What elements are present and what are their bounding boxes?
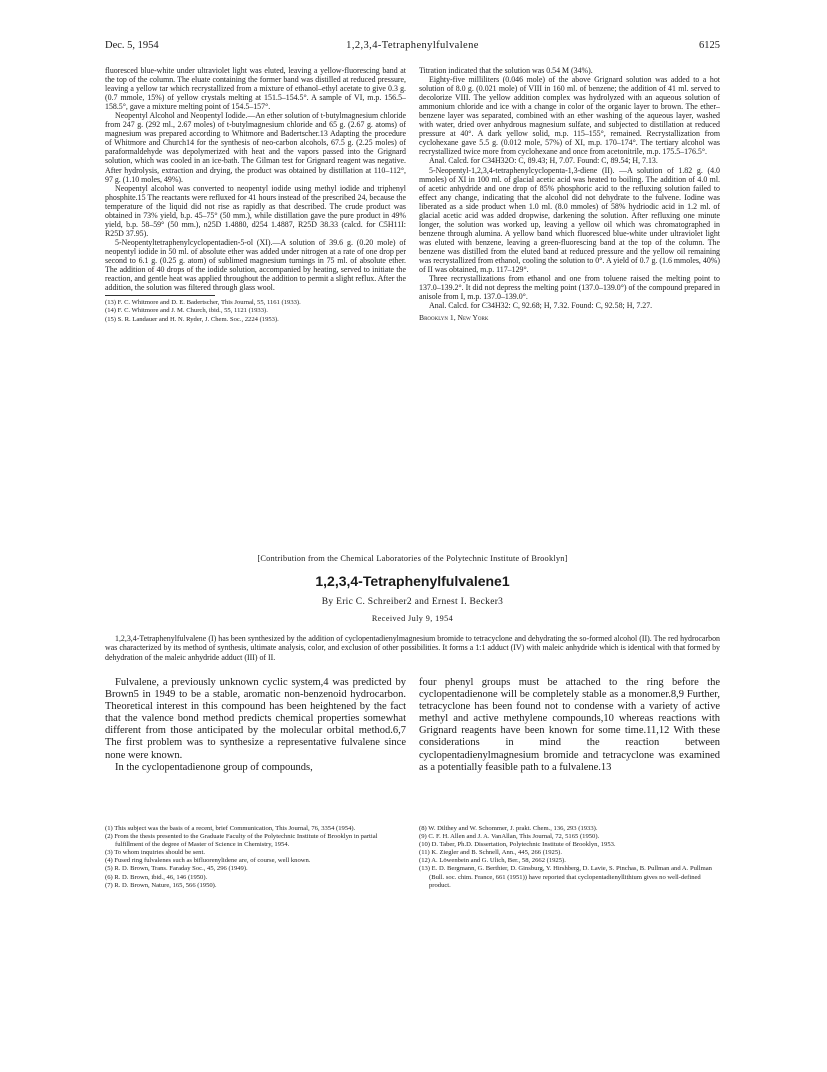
- contribution-line: [Contribution from the Chemical Laboratories of the Polytechnic Institute of Brooklyn]: [257, 554, 568, 563]
- location-line: Brooklyn 1, New York: [419, 313, 489, 323]
- footnote: (11) K. Ziegler and B. Schnell, Ann., 445, 266 (1925).: [419, 849, 562, 857]
- footnote-divider: [105, 295, 215, 296]
- footnote: (13) F. C. Whitmore and D. E. Badertscher, This Journal, 55, 1161 (1933).: [105, 299, 301, 307]
- footnote: (6) R. D. Brown, ibid., 46, 146 (1950).: [105, 873, 208, 881]
- footnote: (13) E. D. Bergmann, G. Berthier, D. Ginsburg, Y. Hirshberg, D. Lavie, S. Pinchas, B. Pullman and A. Pullman (Bull. soc. chim. France, 661 (1951)) have reported that cyclopentadienyllithium gives no well-defined product.: [419, 865, 712, 889]
- article-title: 1,2,3,4-Tetraphenylfulvalene1: [315, 573, 510, 589]
- article-authors: By Eric C. Schreiber2 and Ernest I. Becker3: [321, 597, 504, 607]
- footnote: (3) To whom inquiries should be sent.: [105, 849, 205, 857]
- footnote: (7) R. D. Brown, Nature, 165, 566 (1950).: [105, 881, 217, 889]
- paragraph: Anal. Calcd. for C34H32: C, 92.68; H, 7.32. Found: C, 92.58; H, 7.27.: [429, 301, 653, 311]
- header-title: 1,2,3,4-Tetraphenylfulvalene: [346, 40, 479, 51]
- paragraph: Neopentyl Alcohol and Neopentyl Iodide.—An ether solution of t-butylmagnesium chloride from 247 g. (292 ml., 2.67 moles) of t-butylmagnesium chloride and 65 g. (2.67 g. atoms) of magnesium was prepared according to Whitmore and Badertscher.13 Adapting the procedure of Whitmore and Church14 for the synthesis of neo-carbon alcohols, 67.5 g. (2.25 moles) of paraformaldehyde was depolymerized with heat and the vapors passed into the Grignard solution, which was cooled in an ice-bath. The Gilman test for Grignard reagent was negative. After hydrolysis, extraction and drying, the product was obtained by distillation at 110–112°, 97 g. (1.10 moles, 49%).: [105, 111, 406, 184]
- header-date: Dec. 5, 1954: [105, 40, 159, 51]
- article-abstract: 1,2,3,4-Tetraphenylfulvalene (I) has been synthesized by the addition of cyclopentadienylmagnesium bromide to tetracyclone and dehydrating the so-formed alcohol (II). The red hydrocarbon was characterized by its method of synthesis, ultimate analysis, color, and exclusion of other possibilities. It forms a 1:1 adduct (IV) with maleic anhydride which is identical with that formed by dehydration of the maleic anhydride adduct (III) of II.: [105, 634, 720, 662]
- paragraph: Fulvalene, a previously unknown cyclic system,4 was predicted by Brown5 in 1949 to be a stable, aromatic non-benzenoid hydrocarbon. Theoretical interest in this compound has been heightened by the fact that the valence bond method predicts chemical properties somewhat different from those anticipated by the molecular orbital method.6,7 The first problem was to synthesize a representative fulvalene since none were known.: [105, 677, 406, 761]
- footnote: (1) This subject was the basis of a recent, brief Communication, This Journal, 76, 3354 (1954).: [105, 825, 356, 832]
- paragraph: Three recrystallizations from ethanol and one from toluene raised the melting point to 137.0–139.2°. It did not depress the melting point (137.0–139.0°) of the compound prepared in anisole from I, m.p. 137.0–139.0°.: [419, 274, 720, 302]
- paragraph: In the cyclopentadienone group of compounds,: [115, 761, 313, 773]
- experimental-column-left: [105, 66, 406, 324]
- header-page-number: 6125: [699, 40, 720, 51]
- paragraph: fluoresced blue-white under ultraviolet light was eluted, leaving a yellow-fluorescing band at the top of the column. The eluate containing the former band was distilled at reduced pressure, leaving a yellow tar which recrystallized from a mixture of ethanol–ethyl acetate to give 0.3 g. (0.7 mmole, 15%) of yellow crystals melting at 151.5–154.5°. A sample of VI, m.p. 156.5–158.5°, gave a mixture melting point of 154.5–157°.: [105, 66, 406, 112]
- footnote: (9) C. F. H. Allen and J. A. VanAllan, This Journal, 72, 5165 (1950).: [419, 833, 600, 841]
- paragraph: Eighty-five milliliters (0.046 mole) of the above Grignard solution was added to a hot solution of 8.0 g. (0.021 mole) of VIII in 160 ml. of benzene; the addition of 41 ml. served to decolorize VIII. The yellow addition complex was hydrolyzed with an aqueous solution of ammonium chloride and ice with a change in color of the organic layer to brown. The ether–benzene layer was separated, combined with an ether washing of the aqueous layer, washed with water, dried over anhydrous magnesium sulfate, and subjected to distillation at reduced pressure at 40°. A dark yellow solid, m.p. 115–155°, remained. Recrystallization from cyclohexane gave 5.5 g. (0.012 mole, 57%) of XI, m.p. 170–174°. The tertiary alcohol was recrystallized twice more from cyclohexane and once from acetonitrile, m.p. 175.5–176.5°.: [419, 75, 720, 157]
- footnote: (5) R. D. Brown, Trans. Faraday Soc., 45, 296 (1949).: [105, 865, 248, 873]
- paragraph: four phenyl groups must be attached to the ring before the cyclopentadienone will be completely stable as a monomer.8,9 Further, tetracyclone has been found not to condense with a variety of active methyl and active methylene compounds,10 whereas reactions with Grignard reagents have been known for some time.11,12 With these considerations in mind the reaction between cyclopentadienylmagnesium bromide and tetracyclone was examined as a potentially feasible path to a fulvalene.13: [419, 677, 720, 773]
- footnote: (4) Fused ring fulvalenes such as bifluorenylidene are, of course, well known.: [105, 857, 311, 865]
- paragraph: Titration indicated that the solution was 0.54 M (34%).: [419, 66, 593, 75]
- experimental-column-right: [419, 66, 720, 322]
- footnote: (2) From the thesis presented to the Graduate Faculty of the Polytechnic Institute of Brooklyn in partial fulfillment of the degree of Master of Science in Chemistry, 1954.: [105, 833, 378, 849]
- footnote: (12) A. Löwenbein and G. Ulich, Ber., 58, 2662 (1925).: [419, 857, 566, 865]
- received-date: Received July 9, 1954: [371, 614, 454, 623]
- footnote: (15) S. R. Landauer and H. N. Ryder, J. Chem. Soc., 2224 (1953).: [105, 315, 279, 323]
- paragraph: Anal. Calcd. for C34H32O: C, 89.43; H, 7.07. Found: C, 89.54; H, 7.13.: [429, 156, 658, 166]
- body-column-left: [105, 677, 406, 774]
- footnote: (8) W. Dilthey and W. Schommer, J. prakt. Chem., 136, 293 (1933).: [419, 825, 598, 832]
- footnote: (14) F. C. Whitmore and J. M. Church, ibid., 55, 1121 (1933).: [105, 307, 268, 315]
- footnote: (10) D. Taber, Ph.D. Dissertation, Polytechnic Institute of Brooklyn, 1953.: [419, 841, 616, 849]
- footnotes-right: [419, 825, 720, 890]
- paragraph: 5-Neopentyltetraphenylcyclopentadien-5-ol (XI).—A solution of 39.6 g. (0.20 mole) of neopentyl iodide in 50 ml. of absolute ether was added under nitrogen at a rate of one drop per second to 6.1 g. (0.25 g. atom) of sublimed magnesium turnings in 75 ml. of absolute ether. The addition of 40 drops of the iodide solution, accompanied by heating, served to initiate the reaction, and gentle heat was applied throughout the addition to permit a slight reflux. After the addition, the solution was filtered through glass wool.: [105, 237, 406, 293]
- body-column-right: [419, 677, 720, 774]
- paragraph: Neopentyl alcohol was converted to neopentyl iodide using methyl iodide and triphenyl phosphite.15 The reactants were refluxed for 41 hours instead of the prescribed 24, because the temperature of the liquid did not rise as rapidly as that described. The crude product was obtained in 73% yield, b.p. 45–75° (50 mm.), while distillation gave the pure product in 49% yield, b.p. 58–59° (50 mm.), n25D 1.4880, d254 1.4887, R25D 38.33 (calcd. for C5H11I: R25D 37.95).: [105, 183, 406, 238]
- paragraph: 5-Neopentyl-1,2,3,4-tetraphenylcyclopenta-1,3-diene (II). —A solution of 1.82 g. (4.0 mmoles) of XI in 100 ml. of glacial acetic acid was heated to boiling. The addition of 4.0 ml. of acetic anhydride and one drop of 85% phosphoric acid to the refluxing solution failed to effect any change, indicating that the alcohol did not dehydrate to the fulvene. Iodine was liberated as a side product when 1.0 ml. (8.0 mmoles) of 58% hydriodic acid in 1.2 ml. of glacial acetic acid was added dropwise, darkening the solution. After refluxing one minute longer, the solution was worked up, leaving a yellow oil which was chromatographed in benzene through alumina. A yellow band which fluoresced blue-white under ultraviolet light was eluted with benzene, leaving a green-fluorescing band at the top of the column. The benzene was distilled from the eluted band at reduced pressure and the yellow oil remaining was recrystallized from ethanol, cooling the solution to 0°. A yield of 0.7 g. (1.6 mmoles, 40%) of II was obtained, m.p. 117–129°.: [419, 165, 720, 275]
- running-header: [105, 40, 720, 54]
- footnotes-left: [105, 825, 406, 890]
